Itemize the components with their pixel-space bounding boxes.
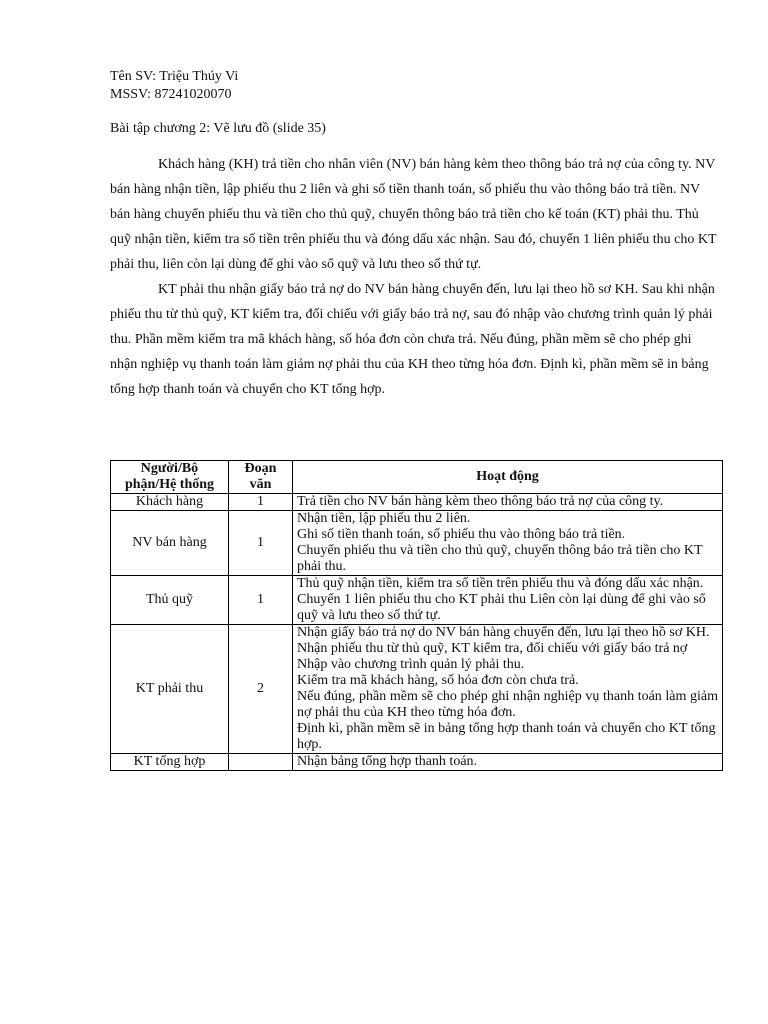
actor-cell: Thủ quỹ <box>111 576 229 625</box>
activity-line: Chuyển 1 liên phiếu thu cho KT phải thu Liên còn lại dùng để ghi vào sổ quỹ và lưu theo số thứ tự. <box>297 592 706 623</box>
paragraph-cell: 1 <box>229 494 293 511</box>
activity-line: Nhận phiếu thu từ thủ quỹ, KT kiểm tra, đối chiếu với giấy báo trả nợ <box>297 641 688 656</box>
activity-line: Ghi số tiền thanh toán, số phiếu thu vào thông báo trả tiền. <box>297 527 626 542</box>
activity-line: Nếu đúng, phần mềm sẽ cho phép ghi nhận nghiệp vụ thanh toán làm giảm nợ phải thu của KH theo từng hóa đơn. <box>297 689 718 720</box>
activity-line: Nhận bảng tổng hợp thanh toán. <box>297 754 478 769</box>
activity-line: Định kì, phần mềm sẽ in bảng tổng hợp thanh toán và chuyển cho KT tổng hợp. <box>297 721 716 752</box>
activity-line: Chuyển phiếu thu và tiền cho thủ quỹ, chuyển thông báo trả tiền cho KT phải thu. <box>297 543 703 574</box>
paragraph-1: Khách hàng (KH) trả tiền cho nhân viên (NV) bán hàng kèm theo thông báo trả nợ của công ty. NV bán hàng nhận tiền, lập phiếu thu 2 liên và ghi số tiền thanh toán, số phiếu thu vào thông báo trả tiền. NV bán hàng chuyển phiếu thu và tiền cho thủ quỹ, chuyển thông báo trả tiền cho kế toán (KT) phải thu. Thủ quỹ nhận tiền, kiểm tra số tiền trên phiếu thu và đóng dấu xác nhận. Sau đó, chuyển 1 liên phiếu thu cho KT phải thu, liên còn lại dùng để ghi vào sổ quỹ và lưu theo số thứ tự. <box>110 157 717 272</box>
activity-table <box>110 460 723 771</box>
actor-cell: KT phải thu <box>111 625 229 754</box>
table-row <box>111 754 723 771</box>
activity-line: Thủ quỹ nhận tiền, kiểm tra số tiền trên phiếu thu và đóng dấu xác nhận. <box>297 576 704 591</box>
table-row <box>111 494 723 511</box>
activity-line: Nhận tiền, lập phiếu thu 2 liên. <box>297 511 471 526</box>
actor-cell: KT tổng hợp <box>111 754 229 771</box>
activity-line: Nhập vào chương trình quản lý phải thu. <box>297 657 525 672</box>
table-header-row <box>111 461 723 494</box>
assignment-title: Bài tập chương 2: Vẽ lưu đồ (slide 35) <box>110 121 326 136</box>
activity-cell <box>293 754 723 771</box>
header-actor: Người/Bộ phận/Hệ thống <box>111 461 229 494</box>
table-row <box>111 511 723 576</box>
student-id: MSSV: 87241020070 <box>110 87 232 102</box>
table-row <box>111 625 723 754</box>
paragraph-cell: 1 <box>229 511 293 576</box>
activity-line: Trả tiền cho NV bán hàng kèm theo thông báo trả nợ của công ty. <box>297 494 664 509</box>
problem-description <box>110 152 722 402</box>
paragraph-2: KT phải thu nhận giấy báo trả nợ do NV bán hàng chuyển đến, lưu lại theo hồ sơ KH. Sau khi nhận phiếu thu từ thủ quỹ, KT kiểm tra, đối chiếu với giấy báo trả nợ, sau đó nhập vào chương trình quản lý phải thu. Phần mềm kiểm tra mã khách hàng, số hóa đơn còn chưa trả. Nếu đúng, phần mềm sẽ cho phép ghi nhận nghiệp vụ thanh toán làm giảm nợ phải thu của KH theo từng hóa đơn. Định kì, phần mềm sẽ in bảng tổng hợp thanh toán và chuyển cho KT tổng hợp. <box>110 282 715 397</box>
activity-cell <box>293 511 723 576</box>
header-paragraph: Đoạn văn <box>229 461 293 494</box>
actor-cell: Khách hàng <box>111 494 229 511</box>
activity-line: Kiểm tra mã khách hàng, số hóa đơn còn chưa trả. <box>297 673 579 688</box>
paragraph-cell <box>229 754 293 771</box>
table-row <box>111 576 723 625</box>
header-activity: Hoạt động <box>293 461 723 494</box>
activity-cell <box>293 494 723 511</box>
student-name: Tên SV: Triệu Thúy Vi <box>110 69 239 84</box>
activity-line: Nhận giấy báo trả nợ do NV bán hàng chuyển đến, lưu lại theo hồ sơ KH. <box>297 625 710 640</box>
activity-cell <box>293 576 723 625</box>
activity-cell <box>293 625 723 754</box>
actor-cell: NV bán hàng <box>111 511 229 576</box>
paragraph-cell: 1 <box>229 576 293 625</box>
paragraph-cell: 2 <box>229 625 293 754</box>
